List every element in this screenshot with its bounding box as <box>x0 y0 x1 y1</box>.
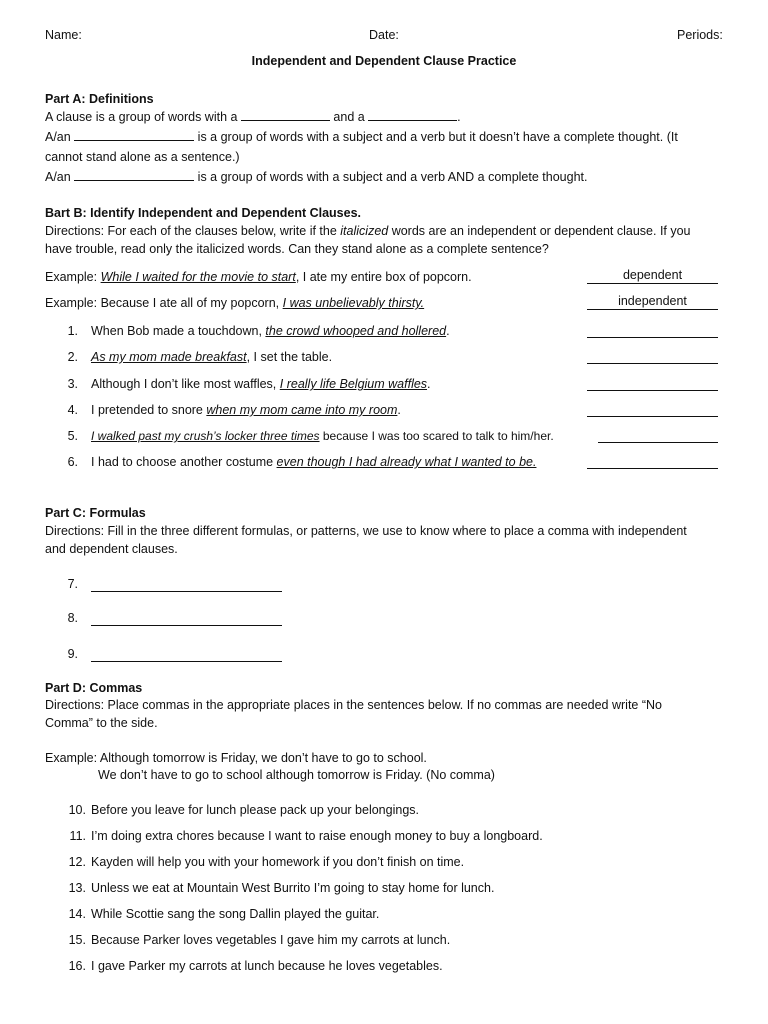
part-d-example-1: Example: Although tomorrow is Friday, we don’t have to go to school. <box>45 751 427 765</box>
blank-line <box>241 110 330 121</box>
list-item: Unless we eat at Mountain West Burrito I’m going to stay home for lunch. <box>91 881 495 895</box>
answer-blank[interactable] <box>587 468 718 469</box>
page-title: Independent and Dependent Clause Practice <box>251 54 517 68</box>
part-d-directions-1: Directions: Place commas in the appropriate places in the sentences below. If no commas are needed write “No <box>45 698 662 712</box>
list-item: I walked past my crush’s locker three times because I was too scared to talk to him/her. <box>91 429 554 443</box>
item-number: 10. <box>68 803 86 817</box>
answer-blank[interactable] <box>587 390 718 391</box>
name-label: Name: <box>45 28 82 42</box>
example-2: Example: Because I ate all of my popcorn, I was unbelievably thirsty. <box>45 296 425 310</box>
item-number: 4. <box>67 403 78 417</box>
item-number: 8. <box>67 611 78 625</box>
list-item: While Scottie sang the song Dallin played the guitar. <box>91 907 380 921</box>
list-item: As my mom made breakfast, I set the table. <box>91 350 333 364</box>
answer-blank[interactable] <box>587 363 718 364</box>
date-label: Date: <box>369 28 399 42</box>
blank-line <box>368 110 457 121</box>
list-item: Kayden will help you with your homework if you don’t finish on time. <box>91 855 465 869</box>
part-b-directions-2: have trouble, read only the italicized words. Can they stand alone as a complete sentence? <box>45 242 549 256</box>
formula-blank[interactable] <box>91 590 282 592</box>
item-number: 15. <box>68 933 86 947</box>
item-number: 16. <box>68 959 86 973</box>
list-item: I gave Parker my carrots at lunch because he loves vegetables. <box>91 959 443 973</box>
example-1-answer: dependent <box>587 268 718 284</box>
list-item: I pretended to snore when my mom came into my room. <box>91 403 401 417</box>
item-number: 7. <box>67 577 78 591</box>
formula-blank[interactable] <box>91 660 282 662</box>
item-number: 3. <box>67 377 78 391</box>
part-d-directions-2: Comma” to the side. <box>45 716 158 730</box>
list-item: Because Parker loves vegetables I gave him my carrots at lunch. <box>91 933 451 947</box>
part-a-line-4: A/an is a group of words with a subject and a verb AND a complete thought. <box>45 170 588 184</box>
list-item: I had to choose another costume even though I had already what I wanted to be. <box>91 455 537 469</box>
blank-line <box>74 170 194 181</box>
part-a-line-3: cannot stand alone as a sentence.) <box>45 150 240 164</box>
item-number: 9. <box>67 647 78 661</box>
part-c-heading: Part C: Formulas <box>45 506 146 520</box>
example-2-answer: independent <box>587 294 718 310</box>
part-d-example-2: We don’t have to go to school although tomorrow is Friday. (No comma) <box>98 768 495 782</box>
answer-blank[interactable] <box>587 337 718 338</box>
list-item: I’m doing extra chores because I want to raise enough money to buy a longboard. <box>91 829 543 843</box>
example-1: Example: While I waited for the movie to start, I ate my entire box of popcorn. <box>45 270 472 284</box>
formula-blank[interactable] <box>91 624 282 626</box>
item-number: 1. <box>67 324 78 338</box>
part-c-directions-1: Directions: Fill in the three different formulas, or patterns, we use to know where to place a comma with independent <box>45 524 687 538</box>
part-c-directions-2: and dependent clauses. <box>45 542 178 556</box>
blank-line <box>74 130 194 141</box>
part-b-directions-1: Directions: For each of the clauses below, write if the italicized words are an independent or dependent clause. If you <box>45 224 691 238</box>
part-a-line-2: A/an is a group of words with a subject and a verb but it doesn’t have a complete thought. (It <box>45 130 678 144</box>
answer-blank[interactable] <box>587 416 718 417</box>
part-a-heading: Part A: Definitions <box>45 92 154 106</box>
item-number: 6. <box>67 455 78 469</box>
periods-label: Periods: <box>677 28 723 42</box>
answer-blank[interactable] <box>598 442 718 443</box>
part-b-heading: Bart B: Identify Independent and Dependent Clauses. <box>45 206 362 220</box>
item-number: 11. <box>69 829 86 843</box>
list-item: When Bob made a touchdown, the crowd whooped and hollered. <box>91 324 450 338</box>
item-number: 13. <box>68 881 86 895</box>
list-item: Before you leave for lunch please pack up your belongings. <box>91 803 419 817</box>
item-number: 2. <box>67 350 78 364</box>
list-item: Although I don’t like most waffles, I really life Belgium waffles. <box>91 377 431 391</box>
part-a-line-1: A clause is a group of words with a and a . <box>45 110 461 124</box>
item-number: 14. <box>68 907 86 921</box>
part-d-heading: Part D: Commas <box>45 681 143 695</box>
item-number: 5. <box>67 429 78 443</box>
item-number: 12. <box>68 855 86 869</box>
